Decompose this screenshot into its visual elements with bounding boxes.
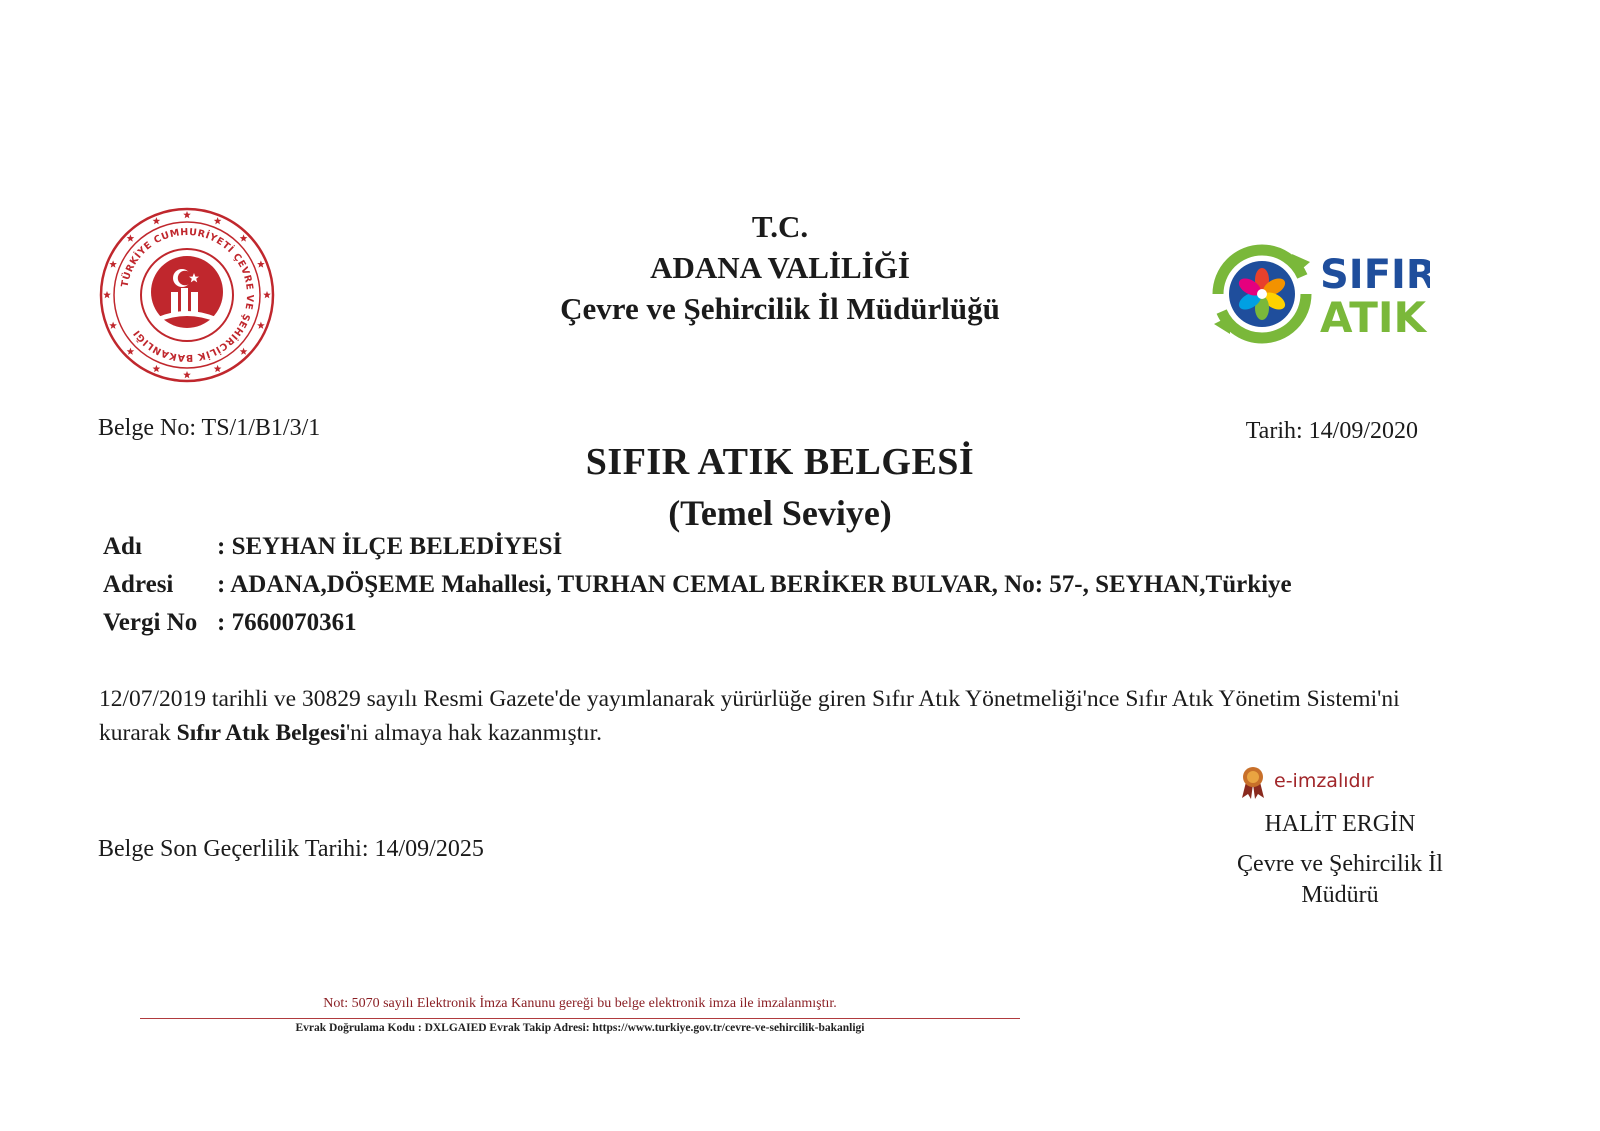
- svg-text:TÜRKİYE CUMHURİYETİ ÇEVRE VE Ş: TÜRKİYE CUMHURİYETİ ÇEVRE VE ŞEHİRCİLİK BAKANLIĞI: [119, 226, 256, 364]
- header-governorship: ADANA VALİLİĞİ: [650, 250, 910, 285]
- seal-star-icon: [183, 371, 191, 378]
- header-tc: T.C.: [751, 209, 809, 244]
- issuing-authority: [480, 206, 1080, 329]
- seal-star-icon: [183, 211, 191, 218]
- field-name-label: Adı: [103, 533, 142, 560]
- seal-star-icon: [263, 291, 271, 298]
- document-number: Belge No: TS/1/B1/3/1: [98, 415, 321, 441]
- ministry-seal: [98, 206, 276, 384]
- signatory-title-line2: Müdürü: [1301, 882, 1379, 908]
- footer-divider: [140, 1018, 1020, 1019]
- validity-date: Belge Son Geçerlilik Tarihi: 14/09/2025: [98, 836, 484, 862]
- seal-star-icon: [153, 365, 161, 372]
- field-address-label: Adresi: [103, 571, 174, 598]
- header-directorate: Çevre ve Şehircilik İl Müdürlüğü: [560, 291, 1000, 326]
- document-date: Tarih: 14/09/2020: [1245, 418, 1418, 444]
- seal-star-icon: [127, 234, 135, 241]
- footer-legal-note: Not: 5070 sayılı Elektronik İmza Kanunu gereği bu belge elektronik imza ile imzalanmıştır.: [323, 996, 837, 1011]
- field-tax-no-label: Vergi No: [103, 609, 198, 636]
- statement-part-2: 'ni almaya hak kazanmıştır.: [345, 720, 603, 746]
- signatory-name: HALİT ERGİN: [1264, 811, 1416, 837]
- seal-star-icon: [214, 365, 222, 372]
- statement-part-1: 12/07/2019 tarihli ve 30829 sayılı Resmi Gazete'de yayımlanarak yürürlüğe giren Sıfır Atık Yönetmeliği'nce Sıfır Atık Yönetim Sistemi'ni kurarak: [99, 686, 1400, 746]
- seal-star-icon: [257, 322, 265, 329]
- seal-star-icon: [109, 322, 117, 329]
- sifir-atik-logo-graphic: [1200, 240, 1430, 348]
- e-signature-label: e-imzalıdır: [1274, 770, 1374, 792]
- logo-text-atik: ATIK: [1320, 293, 1427, 342]
- certificate-subtitle: (Temel Seviye): [668, 493, 892, 533]
- seal-star-icon: [109, 260, 117, 267]
- seal-star-icon: [240, 348, 248, 355]
- seal-star-icon: [127, 348, 135, 355]
- ministry-seal-graphic: [98, 206, 276, 384]
- field-address-value: : ADANA,DÖŞEME Mahallesi, TURHAN CEMAL BERİKER BULVAR, No: 57-, SEYHAN,Türkiye: [217, 571, 1292, 598]
- seal-star-icon: [214, 217, 222, 224]
- signatory-title-line1: Çevre ve Şehircilik İl: [1237, 851, 1443, 877]
- statement-bold: Sıfır Atık Belgesi: [176, 720, 346, 746]
- logo-text-sifir: SIFIR: [1320, 252, 1430, 298]
- seal-star-icon: [240, 234, 248, 241]
- seal-star-icon: [103, 291, 111, 298]
- seal-star-icon: [257, 260, 265, 267]
- seal-star-icon: [153, 217, 161, 224]
- field-name-value: : SEYHAN İLÇE BELEDİYESİ: [217, 533, 563, 560]
- ribbon-award-icon: [1240, 766, 1266, 800]
- certificate-title: SIFIR ATIK BELGESİ: [585, 441, 975, 483]
- certificate-statement: [99, 682, 1429, 750]
- sifir-atik-logo: [1200, 240, 1430, 348]
- footer-verification: Evrak Doğrulama Kodu : DXLGAIED Evrak Takip Adresi: https://www.turkiye.gov.tr/cevre-ve-sehircilik-bakanligi: [295, 1022, 865, 1034]
- field-tax-no-value: : 7660070361: [217, 609, 357, 636]
